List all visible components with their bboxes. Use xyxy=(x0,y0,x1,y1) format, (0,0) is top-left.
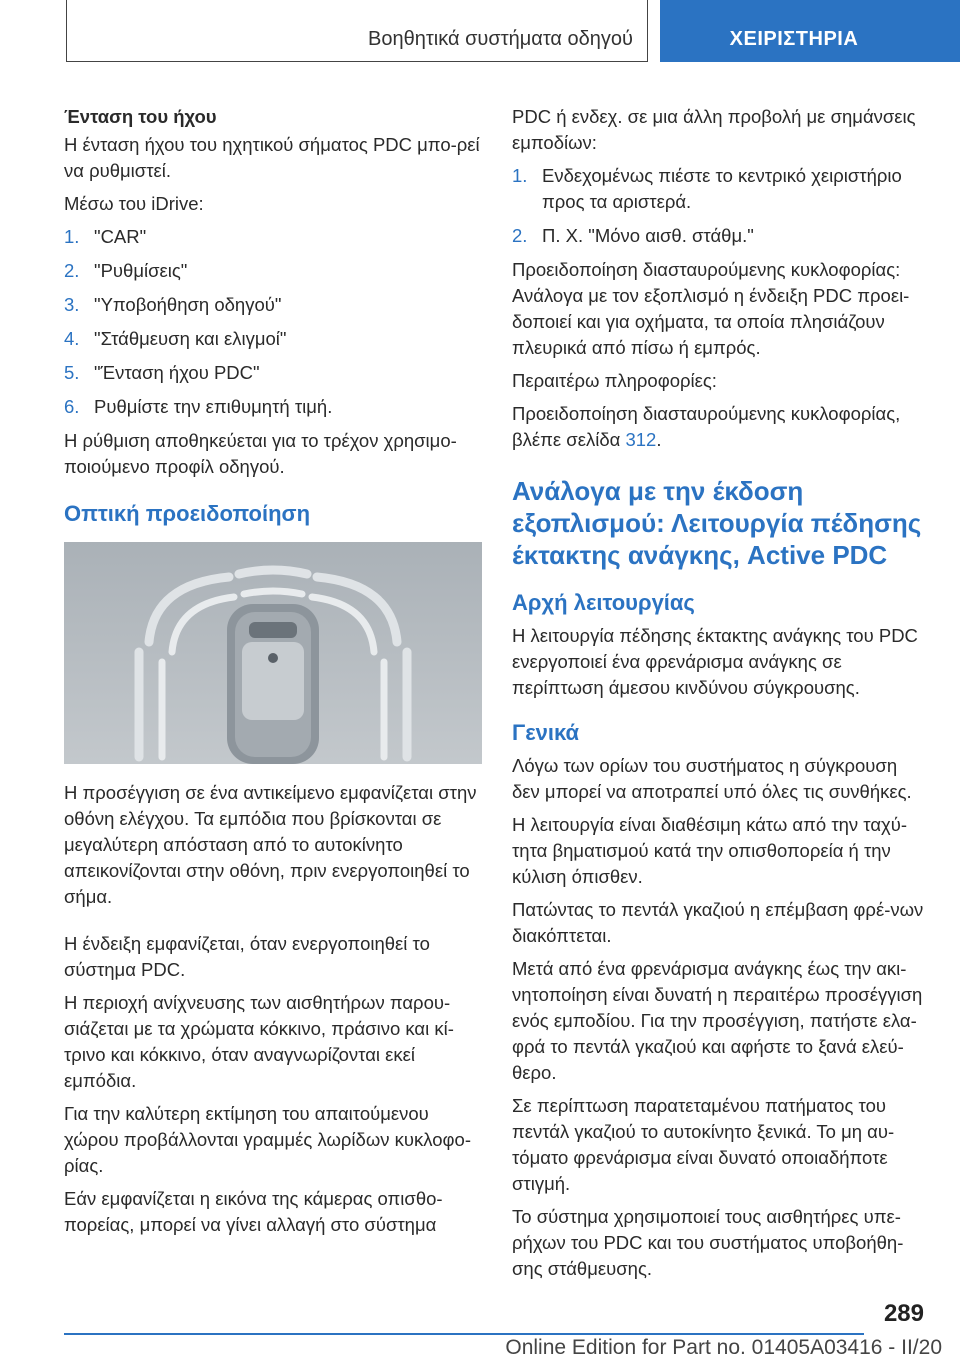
step-number: 1. xyxy=(512,165,528,186)
step-number: 2. xyxy=(512,225,528,246)
list-item xyxy=(64,394,482,420)
step-number: 6. xyxy=(64,396,80,417)
step-text: Π. Χ. "Μόνο αισθ. στάθμ." xyxy=(542,225,754,246)
sentence-end: . xyxy=(656,429,662,450)
footer-edition: Online Edition for Part no. 01405A03416 - II/20 xyxy=(505,1336,942,1359)
page-header xyxy=(0,0,960,66)
subheading-volume: Ένταση του ήχου xyxy=(64,106,217,127)
page-reference-link[interactable]: 312 xyxy=(625,429,657,450)
paragraph: Μετά από ένα φρενάρισμα ανάγκης έως την ακι‐νητοποίηση είναι δυνατή η περαιτέρω προσέγγιση ενός εμποδίου. Για την προσέγγιση, πατήστε ελα‐φρά το πεντάλ γκαζιού και αφήστε το ξανά ελεύ‐θερο. xyxy=(512,958,923,1083)
paragraph: PDC ή ενδεχ. σε μια άλλη προβολή με σημάνσεις εμποδίων: xyxy=(512,106,916,153)
paragraph: Πατώντας το πεντάλ γκαζιού η επέμβαση φρέ‐νων διακόπτεται. xyxy=(512,899,924,946)
list-item xyxy=(64,360,482,386)
section-header-box xyxy=(66,0,648,62)
page-number: 289 xyxy=(883,1300,924,1327)
paragraph-with-link xyxy=(512,401,930,453)
idrive-steps xyxy=(64,224,482,420)
list-item xyxy=(64,326,482,352)
heading-general: Γενικά xyxy=(512,720,580,745)
paragraph: Η ένταση ήχου του ηχητικού σήματος PDC μπο‐ρεί να ρυθμιστεί. xyxy=(64,134,480,181)
paragraph: Η περιοχή ανίχνευσης των αισθητήρων παρου‐σιάζεται με τα χρώματα κόκκινο, πράσινο και κί‐τρινο και κόκκινο, όταν αναγνωρίζονται εκεί εμπόδια. xyxy=(64,992,454,1091)
paragraph: Η ρύθμιση αποθηκεύεται για το τρέχον χρησιμο‐ποιούμενο προφίλ οδηγού. xyxy=(64,430,457,477)
step-number: 1. xyxy=(64,226,80,247)
step-text: Ρυθμίστε την επιθυμητή τιμή. xyxy=(94,396,333,417)
step-number: 5. xyxy=(64,362,80,383)
heading-visual-warning: Οπτική προειδοποίηση xyxy=(64,501,311,526)
paragraph: Η προσέγγιση σε ένα αντικείμενο εμφανίζεται στην οθόνη ελέγχου. Τα εμπόδια που βρίσκονται σε μεγαλύτερη απόσταση από το αυτοκίνητο απεικονίζονται στην οθόνη, πριν ενεργοποιηθεί το σήμα. xyxy=(64,782,477,907)
heading-function-principle: Αρχή λειτουργίας xyxy=(512,590,695,615)
paragraph: Προειδοποίηση διασταυρούμενης κυκλοφορίας: Ανάλογα με τον εξοπλισμό η ένδειξη PDC προει‐δοποιεί και για οχήματα, τα οποία πλησιάζουν πλευρικά από πίσω ή εμπρός. xyxy=(512,259,910,358)
step-text: "CAR" xyxy=(94,226,147,247)
chapter-tab[interactable] xyxy=(660,0,960,62)
link-context-text: Προειδοποίηση διασταυρούμενης κυκλοφορίας, βλέπε σελίδα xyxy=(512,403,901,450)
step-number: 2. xyxy=(64,260,80,281)
step-number: 3. xyxy=(64,294,80,315)
heading-emergency-braking: Ανάλογα με την έκδοση εξοπλισμού: Λειτουργία πέδησης έκτακτης ανάγκης, Active PDC xyxy=(512,476,922,570)
step-text: "Υποβοήθηση οδηγού" xyxy=(94,294,282,315)
list-item xyxy=(512,223,930,249)
step-text: "Ένταση ήχου PDC" xyxy=(94,362,260,383)
step-text: Ενδεχομένως πιέστε το κεντρικό χειριστήριο προς τα αριστερά. xyxy=(542,165,902,212)
step-number: 4. xyxy=(64,328,80,349)
list-item xyxy=(512,163,930,215)
paragraph: Η λειτουργία πέδησης έκτακτης ανάγκης του PDC ενεργοποιεί ένα φρενάρισμα ανάγκης σε περίπτωση άμεσου κινδύνου σύγκρουσης. xyxy=(512,625,918,698)
section-title: Βοηθητικά συστήματα οδηγού xyxy=(368,28,633,50)
left-column xyxy=(64,104,482,1245)
paragraph: Το σύστημα χρησιμοποιεί τους αισθητήρες υπε‐ρήχων του PDC και του συστήματος υποβοήθη‐σης στάθμευσης. xyxy=(512,1206,904,1279)
paragraph: Σε περίπτωση παρατεταμένου πατήματος του πεντάλ γκαζιού το αυτοκίνητο ξενικά. Το μη αυ‐τόματο φρενάρισμα είναι δυνατό οποιαδήποτε στιγμή. xyxy=(512,1095,895,1194)
paragraph: Λόγω των ορίων του συστήματος η σύγκρουση δεν μπορεί να αποτραπεί υπό όλες τις συνθήκες. xyxy=(512,755,912,802)
right-column xyxy=(512,104,930,1289)
display-steps xyxy=(512,163,930,249)
list-item xyxy=(64,292,482,318)
step-text: "Ρυθμίσεις" xyxy=(94,260,188,281)
paragraph: Η λειτουργία είναι διαθέσιμη κάτω από την ταχύ‐τητα βηματισμού κατά την οπισθοπορεία ή την κύλιση όπισθεν. xyxy=(512,814,908,887)
step-text: "Στάθμευση και ελιγμοί" xyxy=(94,328,287,349)
paragraph: Περαιτέρω πληροφορίες: xyxy=(512,370,717,391)
footer-divider xyxy=(64,1333,864,1335)
chapter-tab-label: ΧΕΙΡΙΣΤΗΡΙΑ xyxy=(729,28,859,50)
list-item xyxy=(64,258,482,284)
paragraph: Εάν εμφανίζεται η εικόνα της κάμερας οπισθο‐πορείας, μπορεί να γίνει αλλαγή στο σύστημα xyxy=(64,1188,443,1235)
paragraph: Η ένδειξη εμφανίζεται, όταν ενεργοποιηθεί το σύστημα PDC. xyxy=(64,933,430,980)
list-item xyxy=(64,224,482,250)
pdc-display-image xyxy=(64,542,482,764)
paragraph: Μέσω του iDrive: xyxy=(64,193,204,214)
paragraph: Για την καλύτερη εκτίμηση του απαιτούμενου χώρου προβάλλονται γραμμές λωρίδων κυκλοφο‐ρίας. xyxy=(64,1103,471,1176)
pdc-car-illustration xyxy=(64,542,482,764)
